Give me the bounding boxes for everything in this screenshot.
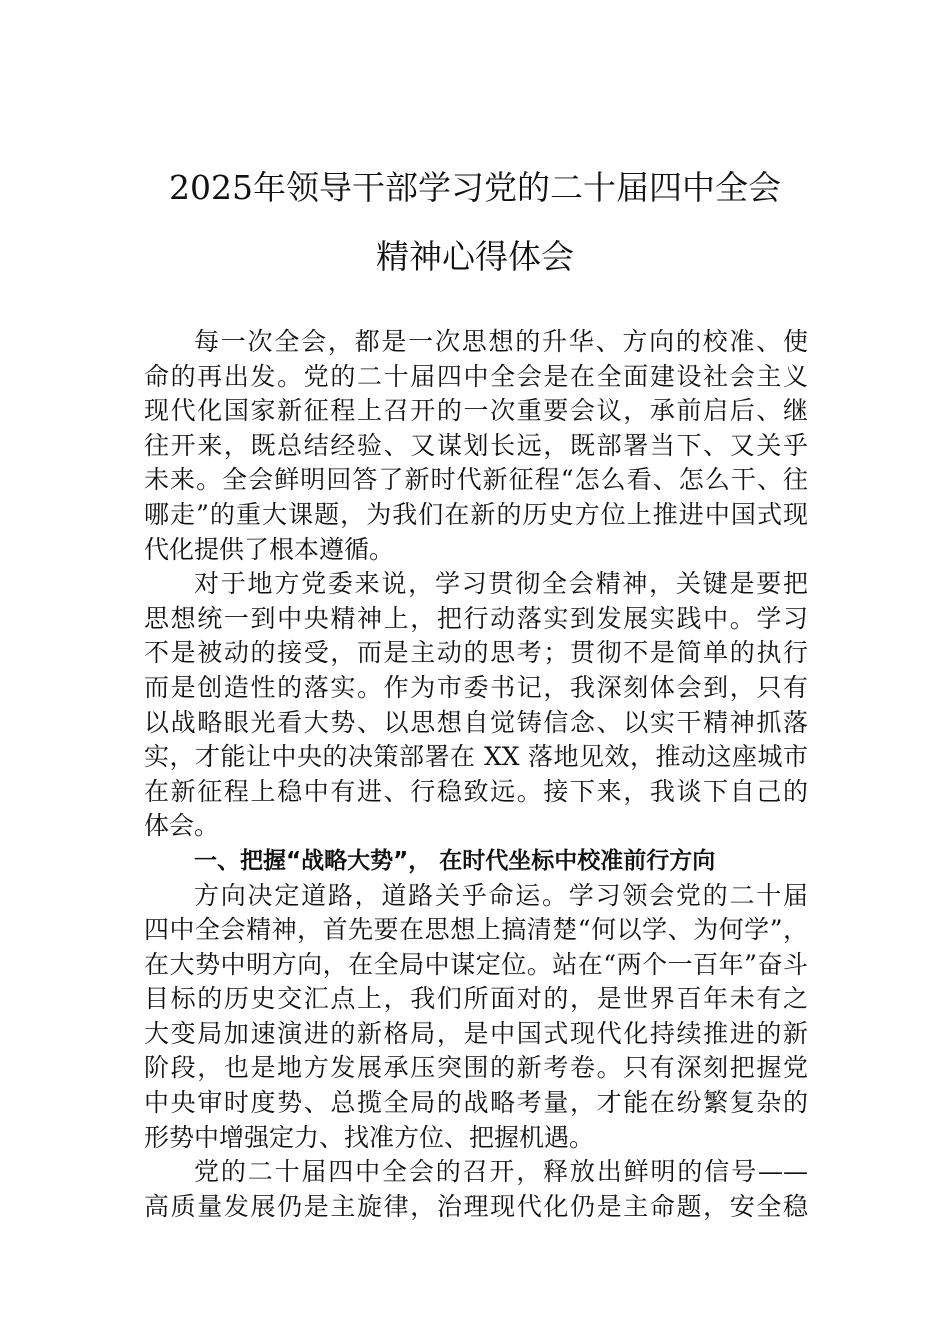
paragraph-line: 目标的历史交汇点上，我们所面对的，是世界百年未有之 — [144, 984, 808, 1014]
paragraph-line: 党的二十届四中全会的召开，释放出鲜明的信号—— — [194, 1157, 808, 1187]
paragraph-line: 而是创造性的落实。作为市委书记，我深刻体会到，只有 — [144, 672, 808, 702]
paragraph-line: 在新征程上稳中有进、行稳致远。接下来，我谈下自己的 — [144, 776, 808, 806]
section-heading: 一、把握“战略大势”， 在时代坐标中校准前行方向 — [194, 847, 716, 874]
paragraph-line: 未来。全会鲜明回答了新时代新征程“怎么看、怎么干、往 — [144, 465, 808, 495]
paragraph-line: 往开来，既总结经验、又谋划长远，既部署当下、又关乎 — [144, 430, 808, 460]
paragraph-line: 大变局加速演进的新格局，是中国式现代化持续推进的新 — [144, 1018, 808, 1048]
paragraph-line: 代化提供了根本遵循。 — [144, 534, 395, 564]
paragraph-line: 不是被动的接受，而是主动的思考；贯彻不是简单的执行 — [144, 638, 808, 668]
paragraph-line: 实，才能让中央的决策部署在 XX 落地见效，推动这座城市 — [144, 742, 808, 772]
paragraph-line: 形势中增强定力、找准方位、把握机遇。 — [144, 1122, 595, 1152]
paragraph-line: 哪走”的重大课题，为我们在新的历史方位上推进中国式现 — [144, 499, 808, 529]
paragraph-line: 高质量发展仍是主旋律，治理现代化仍是主命题，安全稳 — [144, 1191, 808, 1221]
paragraph-line: 阶段，也是地方发展承压突围的新考卷。只有深刻把握党 — [144, 1053, 808, 1083]
paragraph-line: 每一次全会，都是一次思想的升华、方向的校准、使 — [194, 327, 808, 356]
paragraph-line: 现代化国家新征程上召开的一次重要会议，承前启后、继 — [144, 396, 808, 426]
paragraph-line: 以战略眼光看大势、以思想自觉铸信念、以实干精神抓落 — [144, 707, 808, 737]
paragraph-line: 四中全会精神，首先要在思想上搞清楚“何以学、为何学”， — [144, 915, 808, 945]
paragraph-line: 命的再出发。党的二十届四中全会是在全面建设社会主义 — [144, 361, 808, 391]
paragraph-line: 中央审时度势、总揽全局的战略考量，才能在纷繁复杂的 — [144, 1088, 808, 1118]
paragraph-line: 思想统一到中央精神上，把行动落实到发展实践中。学习 — [144, 603, 808, 633]
document-title-line-2: 精神心得体会 — [376, 237, 574, 276]
document-title-line-1: 2025年领导干部学习党的二十届四中全会 — [169, 168, 781, 207]
paragraph-line: 对于地方党委来说，学习贯彻全会精神，关键是要把 — [194, 569, 808, 599]
paragraph-line: 方向决定道路，道路关乎命运。学习领会党的二十届 — [194, 880, 808, 910]
paragraph-line: 在大势中明方向，在全局中谋定位。站在“两个一百年”奋斗 — [144, 949, 808, 979]
document-body — [144, 325, 808, 1224]
paragraph-line: 体会。 — [144, 811, 220, 841]
